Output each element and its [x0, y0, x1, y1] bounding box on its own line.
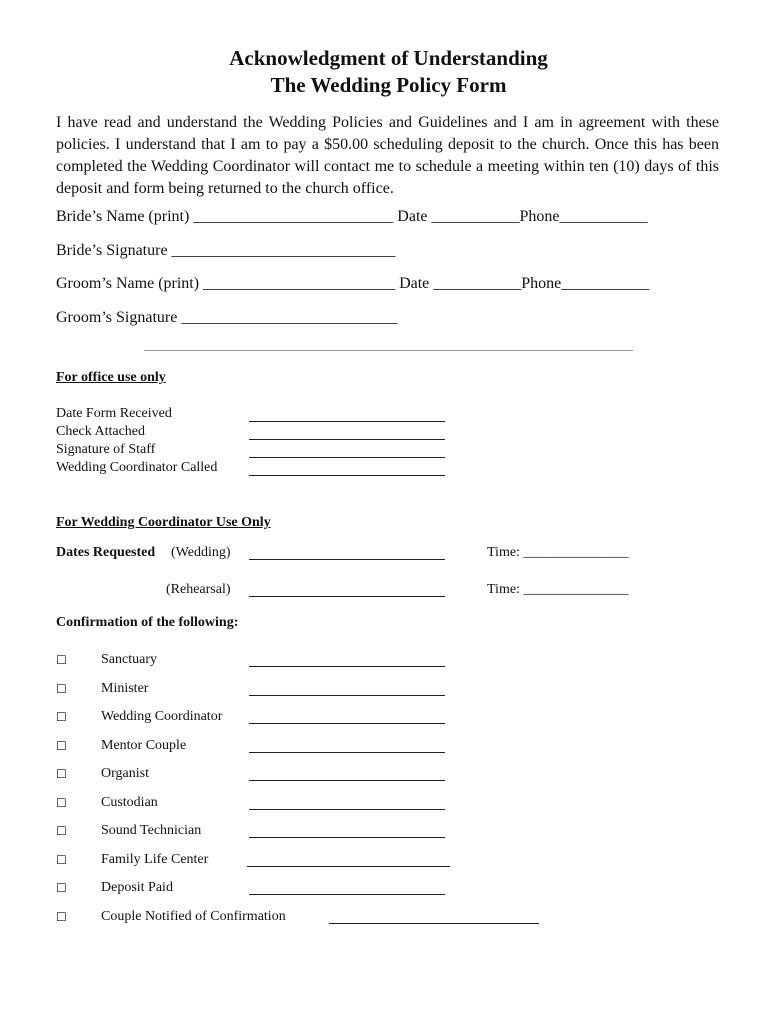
office-field-line[interactable] — [249, 421, 445, 422]
office-use-heading: For office use only — [56, 370, 166, 385]
office-field-label: Wedding Coordinator Called — [56, 460, 218, 475]
checkbox[interactable]: ☐ — [56, 824, 67, 838]
confirmation-item-label: Wedding Coordinator — [101, 709, 223, 724]
confirmation-item-line[interactable] — [249, 752, 445, 753]
rehearsal-date-line[interactable] — [249, 596, 445, 597]
groom-signature-field[interactable]: Groom’s Signature ___________________________ — [56, 309, 398, 326]
confirmation-item-label: Family Life Center — [101, 852, 209, 867]
confirmation-item-line[interactable] — [249, 723, 445, 724]
confirmation-item-label: Couple Notified of Confirmation — [101, 909, 286, 924]
office-field-label: Date Form Received — [56, 406, 172, 421]
wedding-date-label: (Wedding) — [171, 545, 231, 560]
checkbox[interactable]: ☐ — [56, 653, 67, 667]
confirmation-item-line[interactable] — [249, 894, 445, 895]
confirmation-item-line[interactable] — [329, 923, 539, 924]
confirmation-item-line[interactable] — [249, 837, 445, 838]
confirmation-item-line[interactable] — [249, 780, 445, 781]
intro-paragraph: I have read and understand the Wedding Policies and Guidelines and I am in agreement with these policies. I understand that I am to pay a $50.00 scheduling deposit to the church. Once this has been completed the Wedding Coordinator will contact me to schedule a meeting within ten (10) days of this deposit and form being returned to the church office. — [56, 114, 719, 197]
confirmation-item-line[interactable] — [249, 666, 445, 667]
dates-requested-label: Dates Requested — [56, 545, 156, 560]
checkbox[interactable]: ☐ — [56, 881, 67, 895]
groom-name-field[interactable]: Groom’s Name (print) ________________________ Date ___________Phone___________ — [56, 275, 650, 292]
office-field-label: Check Attached — [56, 424, 146, 439]
confirmation-item-label: Deposit Paid — [101, 880, 173, 895]
form-subtitle: The Wedding Policy Form — [270, 73, 507, 97]
rehearsal-date-label: (Rehearsal) — [166, 582, 231, 597]
checkbox[interactable]: ☐ — [56, 796, 67, 810]
office-field-line[interactable] — [249, 439, 445, 440]
office-field-line[interactable] — [249, 475, 445, 476]
checkbox[interactable]: ☐ — [56, 682, 67, 696]
wedding-time-field[interactable]: Time: _______________ — [487, 545, 629, 560]
wedding-date-line[interactable] — [249, 559, 445, 560]
checkbox[interactable]: ☐ — [56, 739, 67, 753]
checkbox[interactable]: ☐ — [56, 853, 67, 867]
coordinator-heading: For Wedding Coordinator Use Only — [56, 515, 271, 530]
office-field-line[interactable] — [249, 457, 445, 458]
confirmation-item-line[interactable] — [249, 695, 445, 696]
confirmation-item-line[interactable] — [249, 809, 445, 810]
confirmation-item-line[interactable] — [247, 866, 450, 867]
checkbox[interactable]: ☐ — [56, 910, 67, 924]
office-field-label: Signature of Staff — [56, 442, 156, 457]
confirmation-item-label: Sound Technician — [101, 823, 202, 838]
bride-signature-field[interactable]: Bride’s Signature ____________________________ — [56, 242, 396, 259]
form-title: Acknowledgment of Understanding — [229, 46, 548, 70]
confirmation-item-label: Custodian — [101, 795, 158, 810]
confirmation-item-label: Sanctuary — [101, 652, 157, 667]
checkbox[interactable]: ☐ — [56, 710, 67, 724]
confirmation-heading: Confirmation of the following: — [56, 615, 239, 630]
section-divider — [144, 350, 633, 351]
bride-name-field[interactable]: Bride’s Name (print) _________________________ Date ___________Phone___________ — [56, 208, 648, 225]
confirmation-item-label: Minister — [101, 681, 149, 696]
rehearsal-time-field[interactable]: Time: _______________ — [487, 582, 629, 597]
checkbox[interactable]: ☐ — [56, 767, 67, 781]
confirmation-item-label: Mentor Couple — [101, 738, 187, 753]
confirmation-item-label: Organist — [101, 766, 149, 781]
